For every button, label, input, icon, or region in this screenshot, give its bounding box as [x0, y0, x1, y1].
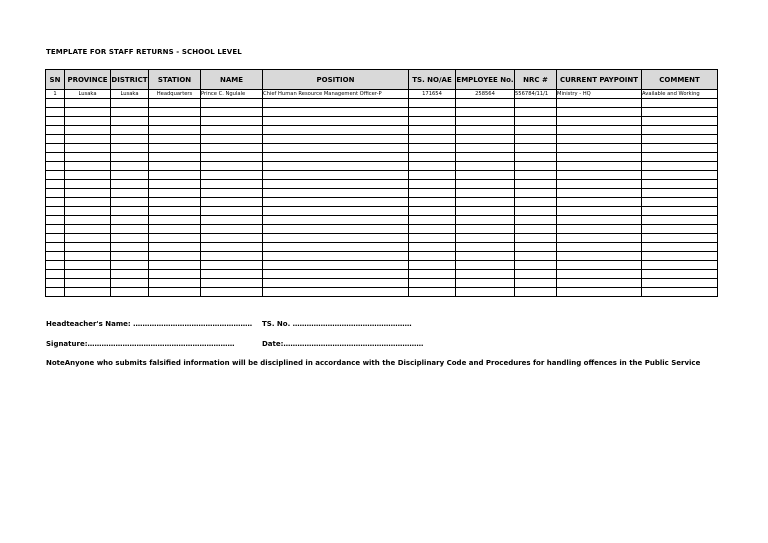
table-cell[interactable]: [46, 144, 65, 153]
table-row: [46, 135, 718, 144]
table-cell[interactable]: [557, 225, 642, 234]
cell-comment[interactable]: Available and Working: [642, 90, 718, 99]
table-cell[interactable]: [65, 153, 111, 162]
table-cell[interactable]: [263, 153, 409, 162]
table-cell[interactable]: [642, 180, 718, 189]
cell-position[interactable]: Chief Human Resource Management Officer-P: [263, 90, 409, 99]
table-cell[interactable]: [515, 189, 557, 198]
table-cell[interactable]: [456, 153, 515, 162]
table-cell[interactable]: [557, 144, 642, 153]
table-cell[interactable]: [456, 126, 515, 135]
table-cell[interactable]: [65, 261, 111, 270]
table-cell[interactable]: [111, 216, 149, 225]
table-cell[interactable]: [201, 207, 263, 216]
table-cell[interactable]: [557, 270, 642, 279]
table-cell[interactable]: [515, 153, 557, 162]
table-cell[interactable]: [456, 180, 515, 189]
table-cell[interactable]: [409, 108, 456, 117]
table-cell[interactable]: [46, 261, 65, 270]
table-row: [46, 144, 718, 153]
table-cell[interactable]: [65, 135, 111, 144]
table-cell[interactable]: [149, 207, 201, 216]
table-cell[interactable]: [409, 99, 456, 108]
table-cell[interactable]: [409, 162, 456, 171]
table-cell[interactable]: [456, 189, 515, 198]
col-header-comment: COMMENT: [642, 70, 718, 90]
table-cell[interactable]: [456, 225, 515, 234]
table-cell[interactable]: [409, 144, 456, 153]
table-cell[interactable]: [201, 189, 263, 198]
table-row: [46, 117, 718, 126]
table-cell[interactable]: [515, 198, 557, 207]
table-cell[interactable]: [111, 243, 149, 252]
table-cell[interactable]: [642, 126, 718, 135]
table-row: [46, 90, 718, 99]
table-cell[interactable]: [557, 207, 642, 216]
table-cell[interactable]: [149, 189, 201, 198]
table-cell[interactable]: [149, 162, 201, 171]
table-cell[interactable]: [46, 117, 65, 126]
table-cell[interactable]: [65, 243, 111, 252]
table-cell[interactable]: [111, 144, 149, 153]
table-cell[interactable]: [263, 243, 409, 252]
table-cell[interactable]: [46, 216, 65, 225]
table-cell[interactable]: [642, 99, 718, 108]
table-cell[interactable]: [201, 180, 263, 189]
table-row: [46, 189, 718, 198]
table-cell[interactable]: [557, 234, 642, 243]
table-cell[interactable]: [149, 243, 201, 252]
table-cell[interactable]: [149, 198, 201, 207]
date-line: Date:……………………………………………………: [262, 340, 424, 348]
table-cell[interactable]: [515, 162, 557, 171]
table-row: [46, 180, 718, 189]
table-cell[interactable]: [409, 126, 456, 135]
table-cell[interactable]: [111, 279, 149, 288]
table-cell[interactable]: [46, 270, 65, 279]
cell-station[interactable]: Headquarters: [149, 90, 201, 99]
table-cell[interactable]: [456, 252, 515, 261]
table-cell[interactable]: [149, 153, 201, 162]
table-cell[interactable]: [149, 225, 201, 234]
table-cell[interactable]: [456, 243, 515, 252]
table-cell[interactable]: [111, 189, 149, 198]
table-cell[interactable]: [65, 279, 111, 288]
table-cell[interactable]: [201, 153, 263, 162]
table-cell[interactable]: [456, 99, 515, 108]
table-cell[interactable]: [263, 144, 409, 153]
table-cell[interactable]: [111, 198, 149, 207]
table-cell[interactable]: [46, 126, 65, 135]
table-cell[interactable]: [46, 171, 65, 180]
table-cell[interactable]: [201, 108, 263, 117]
ts-no-line: TS. No. ……………………………………………: [262, 320, 412, 328]
table-cell[interactable]: [263, 180, 409, 189]
table-cell[interactable]: [642, 198, 718, 207]
table-cell[interactable]: [409, 117, 456, 126]
table-cell[interactable]: [111, 207, 149, 216]
table-cell[interactable]: [456, 162, 515, 171]
table-cell[interactable]: [111, 117, 149, 126]
table-cell[interactable]: [149, 171, 201, 180]
table-cell[interactable]: [65, 99, 111, 108]
table-cell[interactable]: [263, 99, 409, 108]
table-cell[interactable]: [65, 117, 111, 126]
table-cell[interactable]: [515, 288, 557, 297]
table-cell[interactable]: [65, 189, 111, 198]
table-cell[interactable]: [642, 153, 718, 162]
table-cell[interactable]: [149, 216, 201, 225]
table-cell[interactable]: [263, 108, 409, 117]
table-cell[interactable]: [149, 252, 201, 261]
table-cell[interactable]: [642, 261, 718, 270]
table-cell[interactable]: [557, 243, 642, 252]
table-cell[interactable]: [65, 288, 111, 297]
col-header-employee-no: EMPLOYEE No.: [456, 70, 515, 90]
table-cell[interactable]: [65, 270, 111, 279]
table-cell[interactable]: [409, 279, 456, 288]
table-cell[interactable]: [557, 198, 642, 207]
table-cell[interactable]: [515, 225, 557, 234]
table-cell[interactable]: [515, 99, 557, 108]
table-cell[interactable]: [65, 162, 111, 171]
table-cell[interactable]: [263, 216, 409, 225]
table-cell[interactable]: [149, 99, 201, 108]
table-cell[interactable]: [46, 243, 65, 252]
table-cell[interactable]: [149, 234, 201, 243]
col-header-position: POSITION: [263, 70, 409, 90]
col-header-name: NAME: [201, 70, 263, 90]
table-cell[interactable]: [263, 279, 409, 288]
table-cell[interactable]: [409, 207, 456, 216]
table-row: [46, 108, 718, 117]
table-cell[interactable]: [65, 216, 111, 225]
table-cell[interactable]: [409, 153, 456, 162]
table-cell[interactable]: [201, 135, 263, 144]
col-header-province: PROVINCE: [65, 70, 111, 90]
table-cell[interactable]: [557, 288, 642, 297]
table-cell[interactable]: [46, 135, 65, 144]
table-cell[interactable]: [263, 162, 409, 171]
table-cell[interactable]: [456, 234, 515, 243]
table-cell[interactable]: [65, 225, 111, 234]
table-cell[interactable]: [263, 234, 409, 243]
table-cell[interactable]: [65, 198, 111, 207]
table-cell[interactable]: [149, 270, 201, 279]
table-cell[interactable]: [46, 153, 65, 162]
table-cell[interactable]: [642, 243, 718, 252]
table-cell[interactable]: [149, 117, 201, 126]
table-cell[interactable]: [409, 225, 456, 234]
table-row: [46, 225, 718, 234]
table-cell[interactable]: [263, 261, 409, 270]
table-cell[interactable]: [201, 144, 263, 153]
table-cell[interactable]: [456, 261, 515, 270]
table-cell[interactable]: [456, 279, 515, 288]
table-cell[interactable]: [111, 108, 149, 117]
table-cell[interactable]: [557, 108, 642, 117]
table-cell[interactable]: [642, 171, 718, 180]
table-cell[interactable]: [409, 234, 456, 243]
table-cell[interactable]: [557, 126, 642, 135]
table-cell[interactable]: [46, 234, 65, 243]
cell-ts-no[interactable]: 171654: [409, 90, 456, 99]
table-row: [46, 162, 718, 171]
table-cell[interactable]: [557, 99, 642, 108]
table-cell[interactable]: [111, 288, 149, 297]
table-cell[interactable]: [201, 243, 263, 252]
cell-employee-no[interactable]: 258564: [456, 90, 515, 99]
table-cell[interactable]: [642, 189, 718, 198]
table-cell[interactable]: [557, 162, 642, 171]
table-row: [46, 207, 718, 216]
table-cell[interactable]: [515, 234, 557, 243]
table-cell[interactable]: [149, 108, 201, 117]
table-cell[interactable]: [111, 153, 149, 162]
table-row: [46, 288, 718, 297]
col-header-nrc: NRC #: [515, 70, 557, 90]
table-cell[interactable]: [201, 225, 263, 234]
table-cell[interactable]: [263, 117, 409, 126]
table-cell[interactable]: [263, 126, 409, 135]
table-cell[interactable]: [557, 171, 642, 180]
header-row: [46, 70, 718, 90]
table-row: [46, 243, 718, 252]
cell-nrc[interactable]: 556784/11/1: [515, 90, 557, 99]
table-cell[interactable]: [642, 252, 718, 261]
table-cell[interactable]: [456, 135, 515, 144]
table-cell[interactable]: [149, 279, 201, 288]
table-cell[interactable]: [409, 261, 456, 270]
table-cell[interactable]: [642, 162, 718, 171]
cell-province[interactable]: Lusaka: [65, 90, 111, 99]
col-header-station: STATION: [149, 70, 201, 90]
table-cell[interactable]: [409, 171, 456, 180]
table-cell[interactable]: [46, 108, 65, 117]
table-cell[interactable]: [515, 261, 557, 270]
table-cell[interactable]: [149, 261, 201, 270]
table-cell[interactable]: [515, 252, 557, 261]
table-cell[interactable]: [263, 288, 409, 297]
table-cell[interactable]: [515, 207, 557, 216]
table-cell[interactable]: [409, 180, 456, 189]
table-cell[interactable]: [409, 135, 456, 144]
table-row: [46, 270, 718, 279]
table-cell[interactable]: [515, 171, 557, 180]
table-cell[interactable]: [65, 207, 111, 216]
table-cell[interactable]: [456, 117, 515, 126]
headteacher-name-line: Headteacher's Name: ……………………………………………: [46, 320, 253, 328]
table-cell[interactable]: [111, 180, 149, 189]
table-cell[interactable]: [642, 279, 718, 288]
table-row: [46, 99, 718, 108]
table-cell[interactable]: [263, 225, 409, 234]
table-cell[interactable]: [642, 108, 718, 117]
table-cell[interactable]: [263, 198, 409, 207]
table-cell[interactable]: [642, 216, 718, 225]
table-cell[interactable]: [557, 153, 642, 162]
table-cell[interactable]: [111, 234, 149, 243]
table-cell[interactable]: [201, 288, 263, 297]
table-cell[interactable]: [557, 279, 642, 288]
table-cell[interactable]: [65, 180, 111, 189]
table-cell[interactable]: [111, 162, 149, 171]
table-cell[interactable]: [515, 135, 557, 144]
table-cell[interactable]: [111, 126, 149, 135]
table-cell[interactable]: [642, 135, 718, 144]
table-cell[interactable]: [46, 99, 65, 108]
table-cell[interactable]: [515, 144, 557, 153]
cell-name[interactable]: Prince C. Ngulale: [201, 90, 263, 99]
table-cell[interactable]: [263, 252, 409, 261]
table-cell[interactable]: [46, 288, 65, 297]
table-cell[interactable]: [149, 126, 201, 135]
table-cell[interactable]: [111, 99, 149, 108]
table-cell[interactable]: [456, 270, 515, 279]
table-row: [46, 279, 718, 288]
table-cell[interactable]: [642, 225, 718, 234]
document-title: TEMPLATE FOR STAFF RETURNS - SCHOOL LEVEL: [46, 48, 242, 56]
table-cell[interactable]: [46, 225, 65, 234]
table-row: [46, 261, 718, 270]
table-cell[interactable]: [46, 162, 65, 171]
staff-returns-table: [45, 69, 718, 297]
table-cell[interactable]: [557, 252, 642, 261]
col-header-sn: SN: [46, 70, 65, 90]
table-cell[interactable]: [201, 162, 263, 171]
table-cell[interactable]: [111, 135, 149, 144]
table-row: [46, 198, 718, 207]
col-header-ts-no: TS. NO/AE: [409, 70, 456, 90]
table-cell[interactable]: [409, 189, 456, 198]
table-cell[interactable]: [456, 207, 515, 216]
table-cell[interactable]: [515, 108, 557, 117]
table-cell[interactable]: [456, 171, 515, 180]
table-row: [46, 234, 718, 243]
table-cell[interactable]: [409, 288, 456, 297]
table-cell[interactable]: [65, 144, 111, 153]
table-cell[interactable]: [111, 270, 149, 279]
table-cell[interactable]: [201, 171, 263, 180]
table-cell[interactable]: [642, 288, 718, 297]
table-cell[interactable]: [557, 117, 642, 126]
table-cell[interactable]: [263, 270, 409, 279]
table-cell[interactable]: [111, 225, 149, 234]
table-cell[interactable]: [201, 117, 263, 126]
col-header-district: DISTRICT: [111, 70, 149, 90]
table-cell[interactable]: [263, 135, 409, 144]
table-row: [46, 171, 718, 180]
table-cell[interactable]: [557, 216, 642, 225]
table-row: [46, 252, 718, 261]
table-cell[interactable]: [515, 180, 557, 189]
table-cell[interactable]: [46, 198, 65, 207]
table-cell[interactable]: [642, 207, 718, 216]
table-cell[interactable]: [515, 243, 557, 252]
table-cell[interactable]: [456, 288, 515, 297]
table-cell[interactable]: [149, 135, 201, 144]
table-cell[interactable]: [65, 252, 111, 261]
table-cell[interactable]: [557, 135, 642, 144]
table-cell[interactable]: [409, 243, 456, 252]
table-cell[interactable]: [65, 234, 111, 243]
table-cell[interactable]: [557, 189, 642, 198]
table-cell[interactable]: [46, 180, 65, 189]
table-cell[interactable]: [409, 198, 456, 207]
table-cell[interactable]: [456, 216, 515, 225]
table-cell[interactable]: [515, 126, 557, 135]
table-cell[interactable]: [46, 279, 65, 288]
table-cell[interactable]: [557, 261, 642, 270]
table-cell[interactable]: [149, 180, 201, 189]
disciplinary-note: NoteAnyone who submits falsified information will be disciplined in accordance with the Disciplinary Code and Procedures for handling offences in the Public Service: [46, 359, 701, 367]
cell-current-paypoint[interactable]: Ministry - HQ: [557, 90, 642, 99]
table-cell[interactable]: [201, 126, 263, 135]
table-cell[interactable]: [201, 198, 263, 207]
table-cell[interactable]: [65, 171, 111, 180]
table-cell[interactable]: [111, 171, 149, 180]
table-row: [46, 153, 718, 162]
table-cell[interactable]: [149, 144, 201, 153]
table-cell[interactable]: [456, 144, 515, 153]
cell-district[interactable]: Lusaka: [111, 90, 149, 99]
table-cell[interactable]: [263, 171, 409, 180]
table-cell[interactable]: [201, 261, 263, 270]
table-cell[interactable]: [149, 288, 201, 297]
table-cell[interactable]: [201, 279, 263, 288]
table-cell[interactable]: [409, 252, 456, 261]
table-cell[interactable]: [642, 270, 718, 279]
table-cell[interactable]: [65, 108, 111, 117]
table-cell[interactable]: [515, 279, 557, 288]
table-cell[interactable]: [515, 117, 557, 126]
table-cell[interactable]: [201, 252, 263, 261]
table-cell[interactable]: [201, 270, 263, 279]
table-cell[interactable]: [642, 144, 718, 153]
table-cell[interactable]: [111, 261, 149, 270]
table-cell[interactable]: [111, 252, 149, 261]
table-cell[interactable]: [515, 270, 557, 279]
table-cell[interactable]: [201, 99, 263, 108]
table-cell[interactable]: [65, 126, 111, 135]
table-cell[interactable]: [46, 189, 65, 198]
table-cell[interactable]: [409, 216, 456, 225]
table-cell[interactable]: [642, 117, 718, 126]
table-cell[interactable]: [263, 207, 409, 216]
table-cell[interactable]: [46, 252, 65, 261]
table-cell[interactable]: [201, 234, 263, 243]
table-row: [46, 216, 718, 225]
table-cell[interactable]: [201, 216, 263, 225]
table-cell[interactable]: [409, 270, 456, 279]
cell-sn[interactable]: 1: [46, 90, 65, 99]
table-cell[interactable]: [515, 216, 557, 225]
table-cell[interactable]: [46, 207, 65, 216]
table-cell[interactable]: [642, 234, 718, 243]
table-row: [46, 126, 718, 135]
table-cell[interactable]: [456, 108, 515, 117]
table-cell[interactable]: [557, 180, 642, 189]
col-header-current-paypoint: CURRENT PAYPOINT: [557, 70, 642, 90]
table-cell[interactable]: [456, 198, 515, 207]
table-cell[interactable]: [263, 189, 409, 198]
signature-line: Signature:………………………………………………………: [46, 340, 235, 348]
